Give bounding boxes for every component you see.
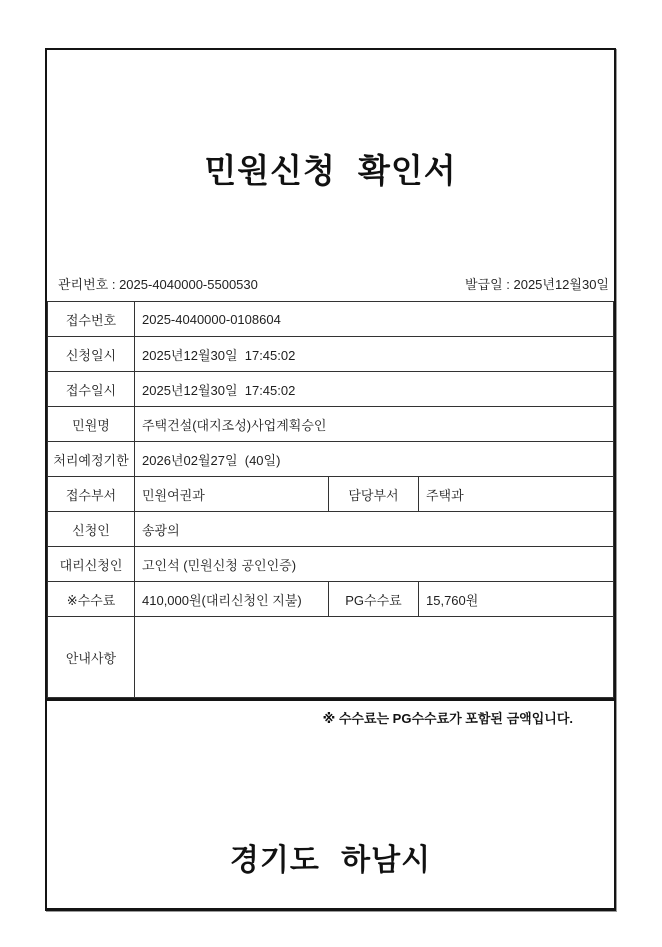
field-label: PG수수료: [329, 582, 419, 617]
management-number: 관리번호 : 2025-4040000-5500530: [58, 277, 258, 292]
table-row: [48, 617, 614, 698]
field-value: 민원여권과: [135, 477, 329, 512]
field-label: 접수부서: [48, 477, 135, 512]
meta-row: [47, 274, 614, 301]
document-title: 민원신청 확인서: [204, 152, 457, 189]
field-label: 민원명: [48, 407, 135, 442]
document-footer: [47, 698, 614, 908]
field-value: 2025년12월30일 17:45:02: [135, 337, 614, 372]
field-value: 2025-4040000-0108604: [135, 302, 614, 337]
table-row: [48, 302, 614, 337]
field-value: 고인석 (민원신청 공인인증): [135, 547, 614, 582]
field-label: 접수번호: [48, 302, 135, 337]
fields-table: [47, 301, 614, 698]
field-label: 안내사항: [48, 617, 135, 698]
civil-petition-confirmation-document: [45, 48, 616, 911]
field-value: 2025년12월30일 17:45:02: [135, 372, 614, 407]
field-label: 대리신청인: [48, 547, 135, 582]
field-value: 주택과: [419, 477, 614, 512]
field-value: 410,000원(대리신청인 지불): [135, 582, 329, 617]
field-label: 신청인: [48, 512, 135, 547]
field-label: 처리예정기한: [48, 442, 135, 477]
field-label: 신청일시: [48, 337, 135, 372]
field-value: [135, 617, 614, 698]
table-row: [48, 582, 614, 617]
table-row: [48, 407, 614, 442]
table-row: [48, 337, 614, 372]
document-header: [47, 50, 614, 301]
field-value: 송광의: [135, 512, 614, 547]
field-value: 주택건설(대지조성)사업계획승인: [135, 407, 614, 442]
issue-date: 발급일 : 2025년12월30일: [464, 277, 609, 292]
field-label: 접수일시: [48, 372, 135, 407]
table-row: [48, 477, 614, 512]
field-value: 2026년02월27일 (40일): [135, 442, 614, 477]
table-row: [48, 442, 614, 477]
field-label: ※수수료: [48, 582, 135, 617]
fee-note: ※ 수수료는 PG수수료가 포함된 금액입니다.: [322, 711, 573, 726]
table-row: [48, 372, 614, 407]
issuing-authority: 경기도 하남시: [229, 844, 432, 877]
field-label: 담당부서: [329, 477, 419, 512]
table-row: [48, 547, 614, 582]
table-row: [48, 512, 614, 547]
field-value: 15,760원: [419, 582, 614, 617]
